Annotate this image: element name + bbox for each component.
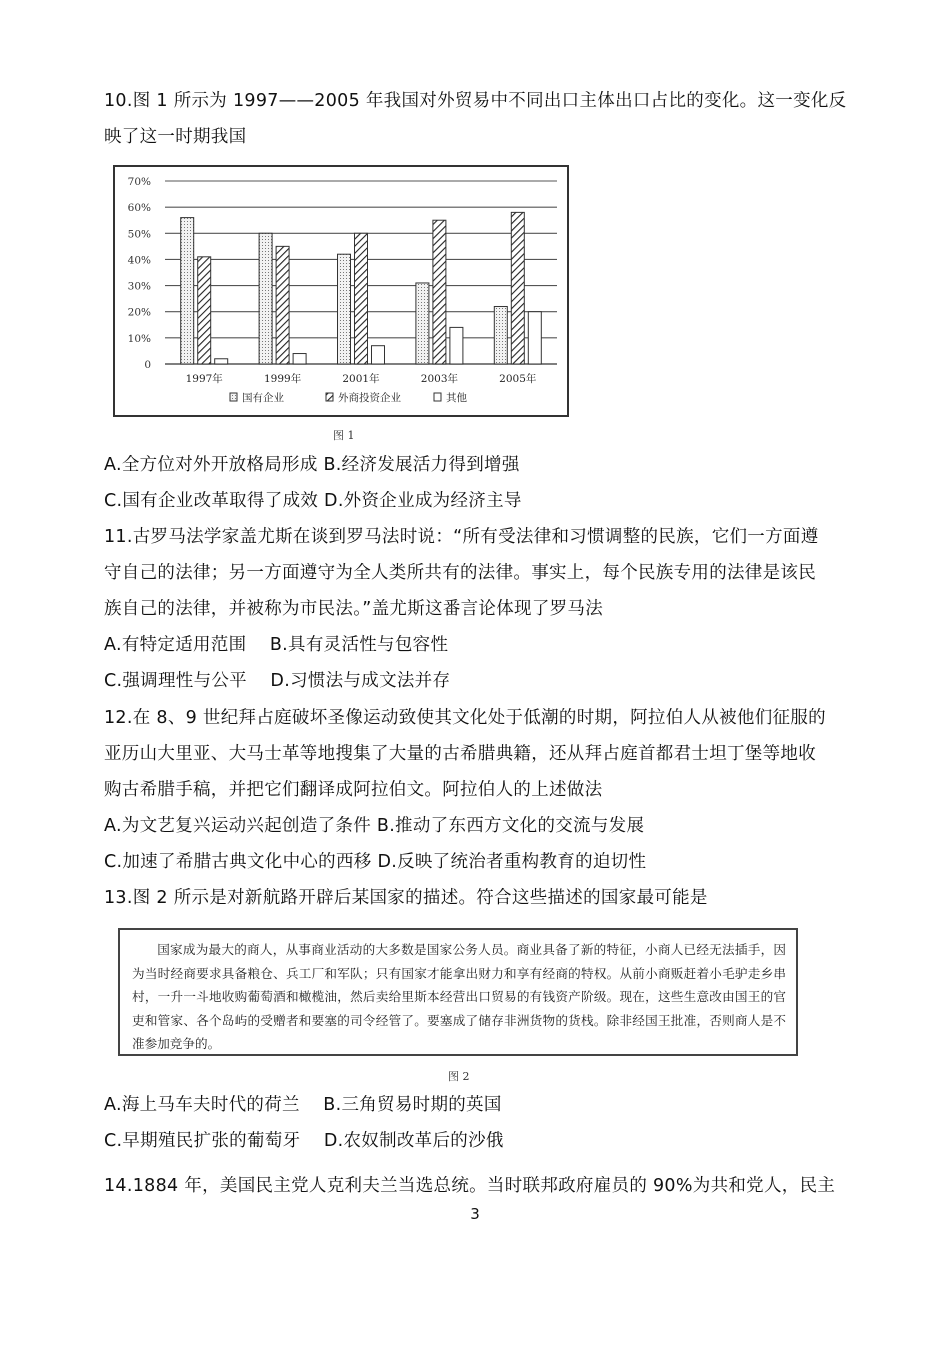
q12-line3: 购古希腊手稿，并把它们翻译成阿拉伯文。阿拉伯人的上述做法 bbox=[104, 780, 603, 800]
q11-options-line1: A.有特定适用范围 B.具有灵活性与包容性 bbox=[104, 635, 449, 655]
x-tick-label: 1997年 bbox=[185, 373, 223, 385]
bar-hatched bbox=[433, 220, 446, 364]
y-tick-label: 40% bbox=[127, 254, 151, 267]
y-tick-label: 20% bbox=[127, 306, 151, 319]
q13-options-line1: A.海上马车夫时代的荷兰 B.三角贸易时期的英国 bbox=[104, 1095, 502, 1115]
q11-options-line2: C.强调理性与公平 D.习惯法与成文法并存 bbox=[104, 671, 451, 691]
bar-plain bbox=[450, 327, 463, 364]
bar-plain bbox=[293, 354, 306, 364]
bar-hatched bbox=[511, 212, 524, 364]
x-tick-label: 1999年 bbox=[263, 373, 302, 385]
q13-options-line2: C.早期殖民扩张的葡萄牙 D.农奴制改革后的沙俄 bbox=[104, 1131, 504, 1151]
q12-options-line2: C.加速了希腊古典文化中心的西移 D.反映了统治者重构教育的迫切性 bbox=[104, 852, 647, 872]
q12-options-line1: A.为文艺复兴运动兴起创造了条件 B.推动了东西方文化的交流与发展 bbox=[104, 816, 645, 836]
q10-options-line1: A.全方位对外开放格局形成 B.经济发展活力得到增强 bbox=[104, 455, 520, 475]
page-number: 3 bbox=[470, 1205, 480, 1223]
bar-hatched bbox=[276, 246, 289, 364]
y-tick-label: 60% bbox=[127, 202, 151, 215]
legend-label: 外商投资企业 bbox=[338, 392, 401, 404]
legend-swatch bbox=[434, 393, 441, 401]
figure-2-quote: 国家成为最大的商人，从事商业活动的大多数是国家公务人员。商业具备了新的特征，小商人已经无法插手，因为当时经商要求具备粮仓、兵工厂和军队；只有国家才能拿出财力和享有经商的特权。从前小商贩赶着小毛驴走乡串村，一升一斗地收购葡萄酒和橄榄油，然后卖给里斯本经营出口贸易的有钱资产阶级。现在，这些生意改由国王的官吏和管家、各个岛屿的受赠者和要塞的司令经管了。要塞成了储存非洲货物的货栈。除非经国王批准，否则商人是不准参加竞争的。 bbox=[118, 928, 798, 1056]
legend-label: 其他 bbox=[446, 392, 467, 404]
q14-line1: 14.1884 年，美国民主党人克利夫兰当选总统。当时联邦政府雇员的 90%为共和党人，民主 bbox=[104, 1176, 836, 1196]
bar-dotted bbox=[181, 218, 194, 364]
legend-swatch bbox=[230, 393, 237, 401]
q12-line2: 亚历山大里亚、大马士革等地搜集了大量的古希腊典籍，还从拜占庭首都君士坦丁堡等地收 bbox=[104, 744, 816, 764]
bar-plain bbox=[215, 359, 228, 364]
q10-stem-line1: 10.图 1 所示为 1997——2005 年我国对外贸易中不同出口主体出口占比的变化。这一变化反 bbox=[104, 91, 847, 111]
bar-plain bbox=[372, 346, 385, 364]
q13-stem: 13.图 2 所示是对新航路开辟后某国家的描述。符合这些描述的国家最可能是 bbox=[104, 888, 708, 908]
q11-line3: 族自己的法律，并被称为市民法。”盖尤斯这番言论体现了罗马法 bbox=[104, 599, 604, 619]
q12-line1: 12.在 8、9 世纪拜占庭破坏圣像运动致使其文化处于低潮的时期，阿拉伯人从被他们征服的 bbox=[104, 708, 826, 728]
legend-swatch bbox=[326, 393, 333, 401]
figure-2-caption: 图 2 bbox=[448, 1070, 470, 1083]
legend-label: 国有企业 bbox=[242, 392, 284, 404]
bar-hatched bbox=[355, 233, 368, 364]
q10-stem-line2: 映了这一时期我国 bbox=[104, 127, 247, 147]
bar-dotted bbox=[338, 254, 351, 364]
y-tick-label: 50% bbox=[127, 228, 151, 241]
bar-dotted bbox=[416, 283, 429, 364]
figure-1-chart bbox=[113, 165, 569, 417]
y-tick-label: 30% bbox=[127, 280, 151, 293]
bar-plain bbox=[528, 312, 541, 364]
x-tick-label: 2001年 bbox=[342, 373, 380, 385]
y-tick-label: 0 bbox=[144, 359, 151, 371]
figure-1-caption: 图 1 bbox=[333, 429, 355, 442]
x-tick-label: 2005年 bbox=[499, 373, 537, 385]
q11-line1: 11.古罗马法学家盖尤斯在谈到罗马法时说：“所有受法律和习惯调整的民族，它们一方面遵 bbox=[104, 527, 819, 547]
bar-dotted bbox=[494, 306, 507, 364]
bar-chart bbox=[115, 167, 567, 415]
y-tick-label: 10% bbox=[127, 332, 151, 345]
x-tick-label: 2003年 bbox=[420, 373, 459, 385]
bar-hatched bbox=[198, 257, 211, 364]
q11-line2: 守自己的法律；另一方面遵守为全人类所共有的法律。事实上，每个民族专用的法律是该民 bbox=[104, 563, 816, 583]
y-tick-label: 70% bbox=[127, 176, 151, 188]
bar-dotted bbox=[259, 233, 272, 364]
q10-options-line2: C.国有企业改革取得了成效 D.外资企业成为经济主导 bbox=[104, 491, 522, 511]
